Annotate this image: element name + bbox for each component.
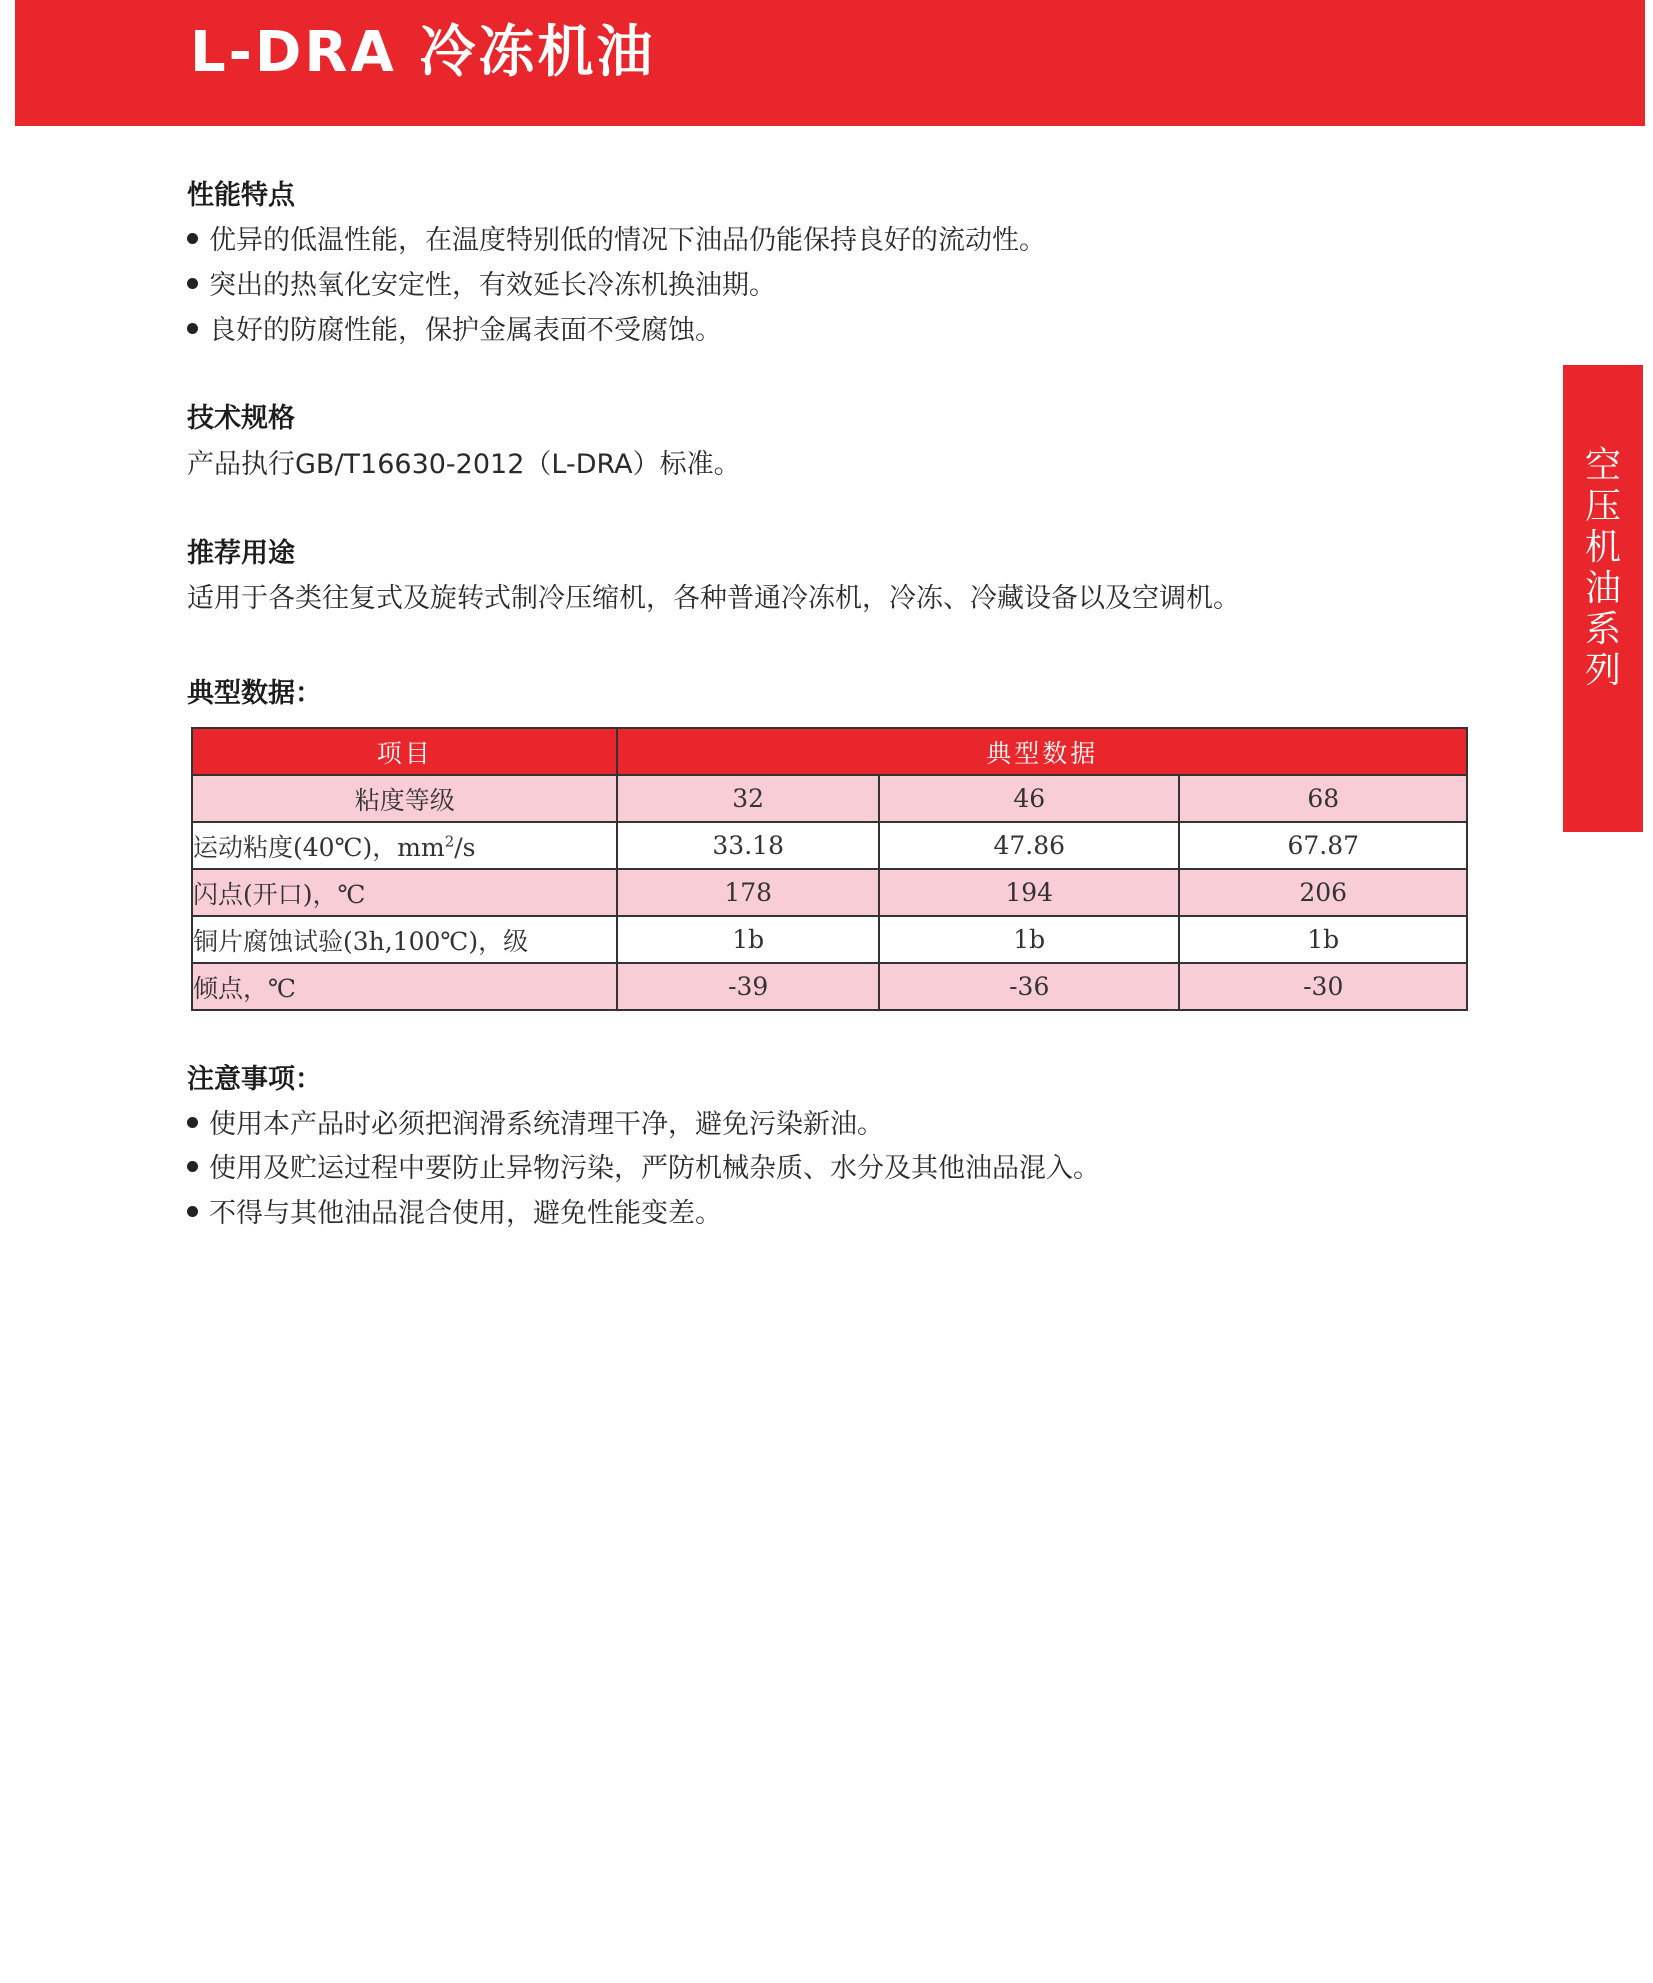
row-label-sup: 2 [444, 832, 455, 851]
table-row [192, 775, 1467, 822]
features-item [187, 218, 1046, 257]
notes-item-text: 使用及贮运过程中要防止异物污染，严防机械杂质、水分及其他油品混入。 [209, 1153, 1100, 1184]
features-item-text: 良好的防腐性能，保护金属表面不受腐蚀。 [209, 315, 722, 346]
side-tab-char: 压 [1584, 486, 1621, 527]
table-header-row [192, 728, 1467, 775]
side-tab-char: 空 [1584, 445, 1621, 486]
cell-value: 67.87 [1179, 822, 1467, 869]
usage-title: 推荐用途 [187, 538, 295, 569]
features-item-text: 优异的低温性能，在温度特别低的情况下油品仍能保持良好的流动性。 [209, 225, 1046, 256]
header-item: 项目 [192, 728, 617, 775]
notes-item-text: 不得与其他油品混合使用，避免性能变差。 [209, 1198, 722, 1229]
bullet-icon [187, 278, 198, 289]
notes-item [187, 1146, 1100, 1185]
cell-value: 46 [879, 775, 1179, 822]
notes-title: 注意事项： [187, 1064, 322, 1095]
cell-value: 206 [1179, 869, 1467, 916]
typical-data-table [191, 727, 1468, 1011]
cell-value: 1b [1179, 916, 1467, 963]
bullet-icon [187, 1206, 198, 1217]
row-label: 闪点(开口)，℃ [192, 869, 617, 916]
page-title: L-DRA 冷冻机油 [190, 20, 656, 85]
side-tab-char: 油 [1584, 568, 1621, 609]
notes-item [187, 1191, 722, 1230]
cell-value: 178 [617, 869, 879, 916]
cell-value: 47.86 [879, 822, 1179, 869]
cell-value: 68 [1179, 775, 1467, 822]
notes-item-text: 使用本产品时必须把润滑系统清理干净，避免污染新油。 [209, 1109, 884, 1140]
row-label-suffix: /s [454, 832, 476, 862]
cell-value: 1b [879, 916, 1179, 963]
features-item-text: 突出的热氧化安定性，有效延长冷冻机换油期。 [209, 270, 776, 301]
side-tab [1563, 365, 1643, 832]
cell-value: -36 [879, 963, 1179, 1010]
side-tab-char: 机 [1584, 527, 1621, 568]
features-title: 性能特点 [187, 180, 295, 211]
notes-item [187, 1102, 884, 1141]
row-label-text: 运动粘度(40℃)，mm [193, 832, 445, 862]
table-row [192, 916, 1467, 963]
features-item [187, 308, 722, 347]
bullet-icon [187, 1161, 198, 1172]
spec-text: 产品执行GB/T16630-2012（L-DRA）标准。 [187, 449, 741, 480]
bullet-icon [187, 323, 198, 334]
cell-value: 194 [879, 869, 1179, 916]
usage-text: 适用于各类往复式及旋转式制冷压缩机，各种普通冷冻机，冷冻、冷藏设备以及空调机。 [187, 583, 1240, 614]
table-row [192, 963, 1467, 1010]
header-data: 典型数据 [617, 728, 1467, 775]
cell-value: -30 [1179, 963, 1467, 1010]
bullet-icon [187, 1117, 198, 1128]
row-label: 粘度等级 [192, 775, 617, 822]
row-label: 倾点，℃ [192, 963, 617, 1010]
typical-title: 典型数据： [187, 678, 322, 709]
table-row [192, 822, 1467, 869]
cell-value: 1b [617, 916, 879, 963]
cell-value: 33.18 [617, 822, 879, 869]
spec-title: 技术规格 [187, 403, 295, 434]
cell-value: -39 [617, 963, 879, 1010]
side-tab-label [1563, 445, 1643, 691]
row-label [192, 822, 617, 869]
side-tab-char: 列 [1584, 650, 1621, 691]
row-label: 铜片腐蚀试验(3h,100℃)，级 [192, 916, 617, 963]
cell-value: 32 [617, 775, 879, 822]
side-tab-char: 系 [1584, 609, 1621, 650]
table-row [192, 869, 1467, 916]
features-item [187, 263, 776, 302]
bullet-icon [187, 233, 198, 244]
